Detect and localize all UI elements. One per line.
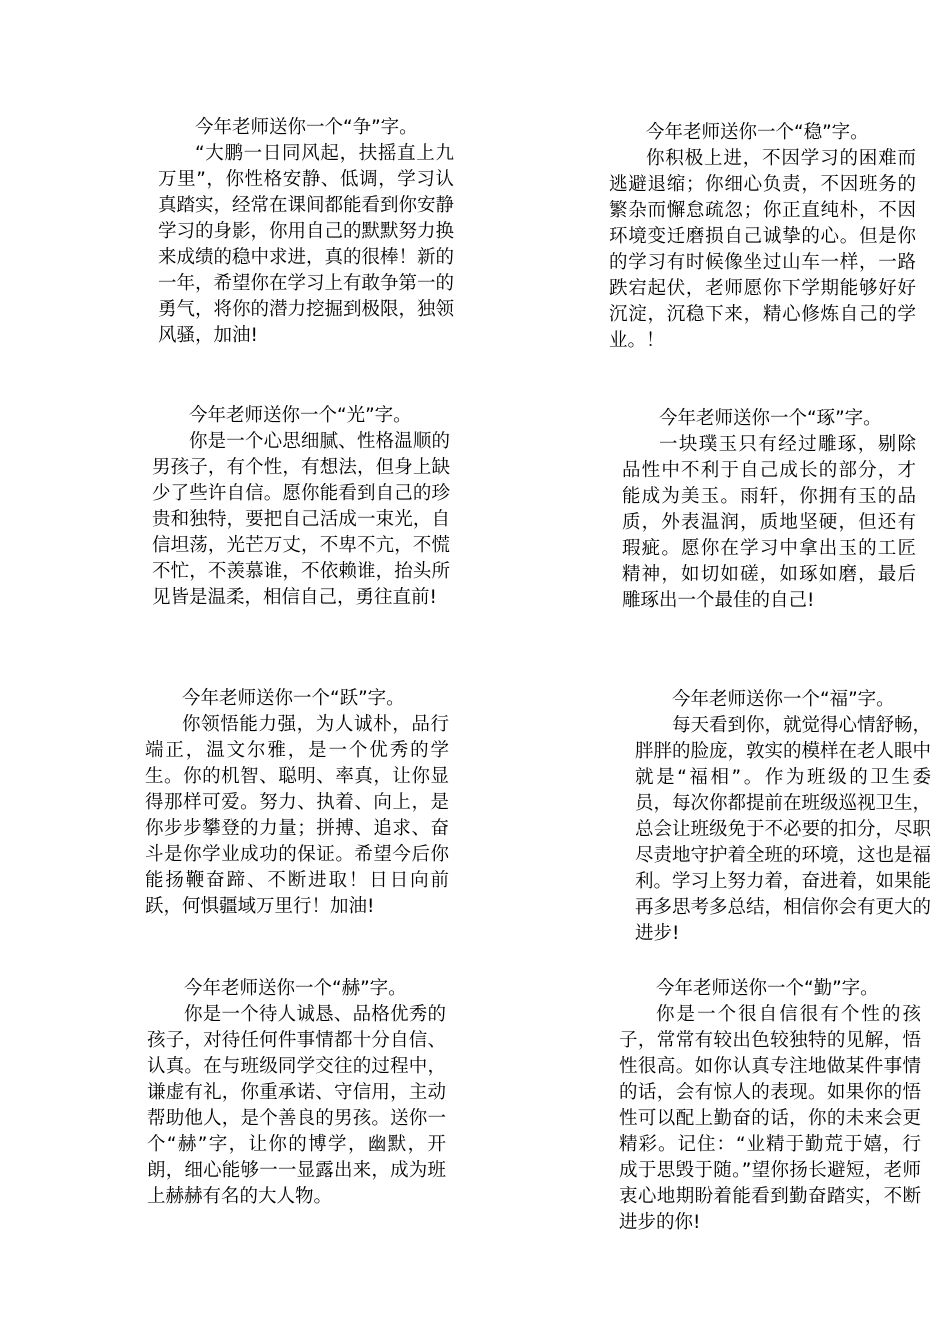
card-title: 今年老师送你一个“琢”字。 bbox=[659, 408, 882, 429]
card-title: 今年老师送你一个“跃”字。 bbox=[182, 688, 405, 709]
card-title: 今年老师送你一个“稳”字。 bbox=[646, 122, 869, 143]
card-title: 今年老师送你一个“争”字。 bbox=[195, 117, 418, 138]
card-title: 今年老师送你一个“勤”字。 bbox=[656, 978, 879, 999]
card-title: 今年老师送你一个“福”字。 bbox=[672, 689, 895, 710]
comment-card-zheng bbox=[158, 115, 454, 349]
card-title: 今年老师送你一个“赫”字。 bbox=[184, 978, 407, 999]
comment-card-guang bbox=[152, 403, 450, 611]
card-body: “大鹏一日同风起，扶摇直上九万里”，你性格安静、低调，学习认真踏实，经常在课间都能看到你安静学习的身影，你用自己的默默努力换来成绩的稳中求进，真的很棒！新的一年，希望你在学习上有敢争第一的勇气，将你的潜力挖掘到极限，独领风骚，加油! bbox=[158, 143, 455, 346]
comment-card-fu bbox=[635, 687, 931, 947]
card-body: 你领悟能力强，为人诚朴，品行端正，温文尔雅，是一个优秀的学生。你的机智、聪明、率真，让你显得那样可爱。努力、执着、向上，是你步步攀登的力量；拼搏、追求、奋斗是你学业成功的保证。希望今后你能扬鞭奋蹄、不断进取！日日向前跃，何惧疆域万里行！加油! bbox=[145, 714, 449, 917]
card-body: 你是一个很自信很有个性的孩子，常常有较出色较独特的见解，悟性很高。如你认真专注地做某件事情的话，会有惊人的表现。如果你的悟性可以配上勤奋的话，你的未来会更精彩。记住：“业精于勤荒于嬉，行成于思毁于随。”望你扬长避短，老师衷心地期盼着能看到勤奋踏实，不断进步的你! bbox=[619, 1004, 921, 1233]
card-body: 你积极上进，不因学习的困难而逃避退缩；你细心负责，不因班务的繁杂而懈怠疏忽；你正直纯朴，不因环境变迁磨损自己诚挚的心。但是你的学习有时候像坐过山车一样，一路跌宕起伏，老师愿你下学期能够好好沉淀，沉稳下来，精心修炼自己的学业。！ bbox=[609, 148, 916, 351]
comment-card-wen bbox=[609, 120, 916, 354]
comment-card-zhuo bbox=[622, 406, 916, 614]
comment-card-yue bbox=[145, 686, 449, 920]
card-body: 每天看到你，就觉得心情舒畅，胖胖的脸庞，敦实的模样在老人眼中就是“福相”。作为班级的卫生委员，每次你都提前在班级巡视卫生，总会让班级免于不必要的扣分，尽职尽责地守护着全班的环境，这也是福利。学习上努力着，奋进着，如果能再多思考多总结，相信你会有更大的进步! bbox=[635, 715, 932, 944]
comment-card-he bbox=[147, 976, 446, 1210]
comment-card-qin bbox=[619, 976, 921, 1236]
card-body: 一块璞玉只有经过雕琢，剔除品性中不利于自己成长的部分，才能成为美玉。雨轩，你拥有玉的品质，外表温润，质地坚硬，但还有瑕疵。愿你在学习中拿出玉的工匠精神，如切如磋，如琢如磨，最后雕琢出一个最佳的自己! bbox=[622, 434, 916, 611]
card-title: 今年老师送你一个“光”字。 bbox=[189, 405, 412, 426]
card-body: 你是一个心思细腻、性格温顺的男孩子，有个性，有想法，但身上缺少了些许自信。愿你能看到自己的珍贵和独特，要把自己活成一束光，自信坦荡，光芒万丈，不卑不亢，不慌不忙，不羡慕谁，不依赖谁，抬头所见皆是温柔，相信自己，勇往直前! bbox=[152, 431, 450, 608]
card-body: 你是一个待人诚恳、品格优秀的孩子，对待任何件事情都十分自信、认真。在与班级同学交往的过程中，谦虚有礼，你重承诺、守信用，主动帮助他人，是个善良的男孩。送你一个“赫”字，让你的博学，幽默，开朗，细心能够一一显露出来，成为班上赫赫有名的大人物。 bbox=[147, 1004, 446, 1207]
